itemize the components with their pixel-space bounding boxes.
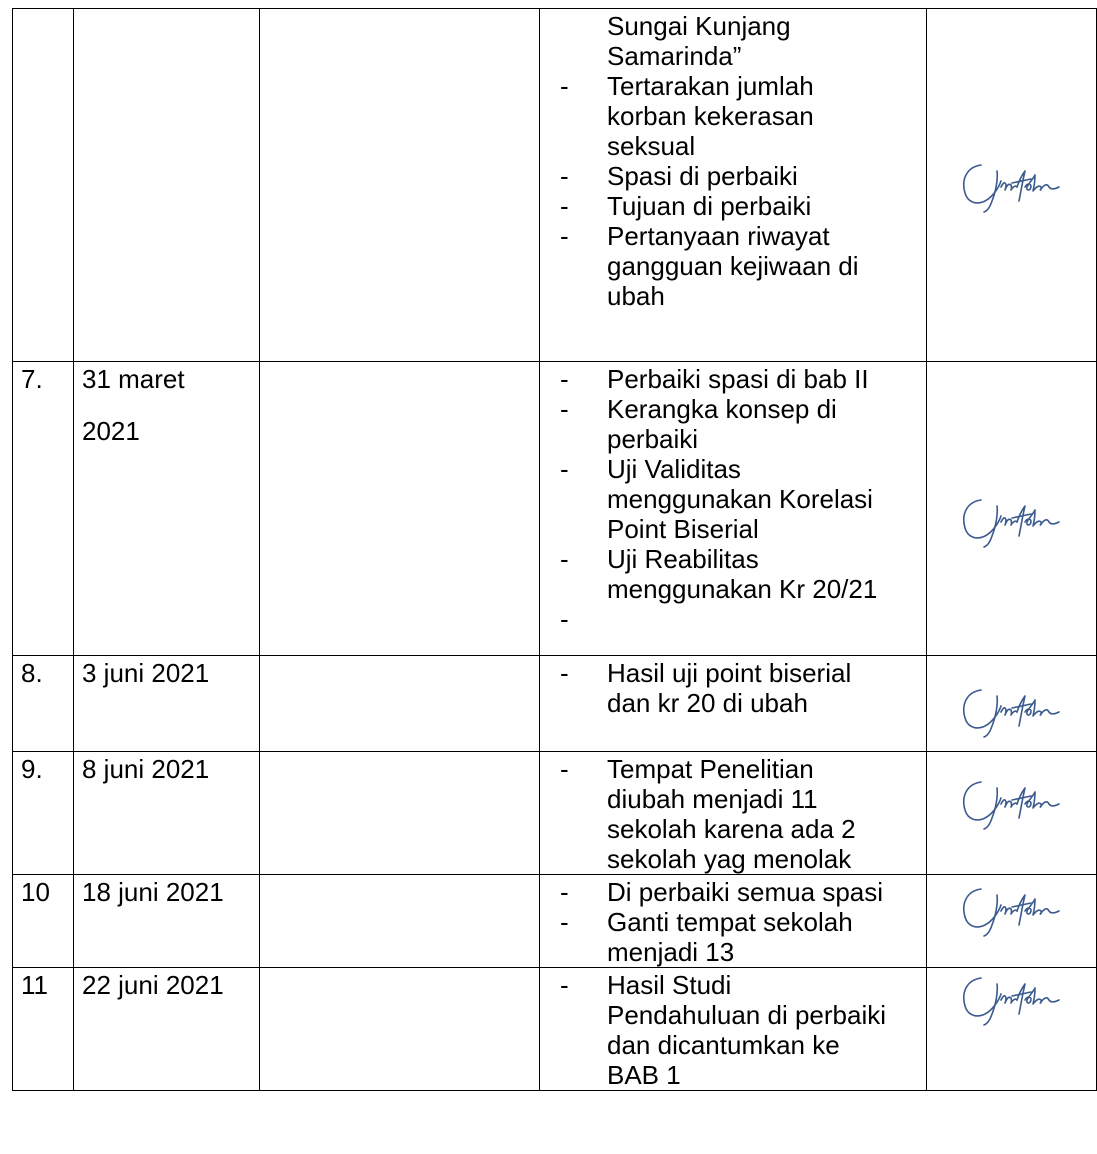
dash-bullet: - [560,221,569,251]
dash-bullet: - [560,907,569,937]
note-item [540,191,926,221]
note-line: menjadi 13 [607,937,735,967]
row-number-cell [13,752,74,875]
handwritten-signature [959,682,1071,740]
topic-text [260,656,539,658]
dash-bullet: - [560,544,569,574]
handwritten-signature [959,492,1071,550]
topic-cell [260,875,540,968]
note-item [540,221,926,311]
note-item [540,71,926,161]
handwritten-signature [959,881,1071,939]
note-line: Pertanyaan riwayat [607,221,830,251]
dash-bullet: - [560,71,569,101]
note-line: sekolah yag menolak [607,844,852,874]
note-line: Uji Validitas [607,454,741,484]
date-text: 2021 [82,416,140,446]
topic-text [260,9,539,11]
notes-list [540,752,926,874]
note-item [540,454,926,544]
note-item [540,11,926,71]
note-item [540,364,926,394]
handwritten-signature [959,970,1071,1028]
row-number: 7. [21,364,43,394]
date-cell [74,9,260,362]
note-line: Perbaiki spasi di bab II [607,364,869,394]
notes-cell [540,9,927,362]
notes-cell [540,656,927,752]
dash-bullet: - [560,454,569,484]
note-item [540,604,926,634]
notes-cell [540,875,927,968]
dash-bullet: - [560,364,569,394]
note-line: perbaiki [607,424,699,454]
dash-bullet: - [560,658,569,688]
topic-cell [260,752,540,875]
note-item [540,394,926,454]
handwritten-signature [959,774,1071,832]
topic-cell [260,656,540,752]
topic-cell [260,362,540,656]
dash-bullet: - [560,394,569,424]
dash-bullet: - [560,754,569,784]
note-line: menggunakan Korelasi [607,484,873,514]
table-row [13,9,1097,362]
signature-cell [927,875,1097,968]
row-number-cell [13,9,74,362]
note-line: Spasi di perbaiki [607,161,798,191]
note-item [540,658,926,718]
date-cell [74,968,260,1091]
topic-text [260,362,539,364]
notes-list [540,875,926,967]
date-cell [74,362,260,656]
signature-cell [927,9,1097,362]
note-item [540,907,926,967]
note-line: Tujuan di perbaiki [607,191,812,221]
table-body [13,9,1097,1091]
signature-cell [927,968,1097,1091]
date-text: 8 juni 2021 [82,754,210,784]
note-line: Point Biserial [607,514,759,544]
topic-text [260,968,539,970]
row-number-cell [13,656,74,752]
dash-bullet: - [560,191,569,221]
table-row [13,656,1097,752]
note-line: Tempat Penelitian [607,754,814,784]
row-number: 8. [21,658,43,688]
row-number-cell [13,968,74,1091]
topic-cell [260,9,540,362]
note-line: gangguan kejiwaan di [607,251,859,281]
note-line: diubah menjadi 11 [607,784,818,814]
topic-cell [260,968,540,1091]
note-line: Samarinda” [607,41,742,71]
date-cell [74,656,260,752]
note-line: dan kr 20 di ubah [607,688,808,718]
notes-list [540,9,926,311]
note-line: sekolah karena ada 2 [607,814,856,844]
note-line: seksual [607,131,696,161]
note-item [540,754,926,874]
dash-bullet: - [560,161,569,191]
date-text: 31 maret [82,364,185,394]
date-cell [74,875,260,968]
notes-list [540,656,926,718]
row-number [13,9,73,11]
note-line: Kerangka konsep di [607,394,837,424]
table-row [13,362,1097,656]
note-line: Ganti tempat sekolah [607,907,853,937]
signature-cell [927,656,1097,752]
notes-cell [540,752,927,875]
notes-cell [540,362,927,656]
note-line: menggunakan Kr 20/21 [607,574,878,604]
note-line: Pendahuluan di perbaiki [607,1000,886,1030]
dash-bullet: - [560,970,569,1000]
note-item [540,161,926,191]
signature-cell [927,362,1097,656]
signature-cell [927,752,1097,875]
table-row [13,752,1097,875]
row-number: 9. [21,754,43,784]
table-row [13,875,1097,968]
note-line: ubah [607,281,665,311]
topic-text [260,875,539,877]
date-text: 22 juni 2021 [82,970,224,1000]
note-line: Uji Reabilitas [607,544,759,574]
row-number-cell [13,362,74,656]
dash-bullet: - [560,604,569,634]
topic-text [260,752,539,754]
note-item [540,970,926,1090]
note-line: Hasil Studi [607,970,732,1000]
note-line: dan dicantumkan ke [607,1030,840,1060]
date-text: 18 juni 2021 [82,877,224,907]
note-line: BAB 1 [607,1060,681,1090]
note-line: Hasil uji point biserial [607,658,852,688]
note-line: korban kekerasan [607,101,814,131]
note-line: Di perbaiki semua spasi [607,877,884,907]
notes-list [540,362,926,634]
consultation-log-table [12,8,1097,1091]
date-text: 3 juni 2021 [82,658,210,688]
consultation-log-page [12,8,1096,1091]
note-line: Sungai Kunjang [607,11,791,41]
row-number: 10 [21,877,50,907]
row-number-cell [13,875,74,968]
notes-list [540,968,926,1090]
dash-bullet: - [560,877,569,907]
note-line: Tertarakan jumlah [607,71,814,101]
date-cell [74,752,260,875]
note-item [540,877,926,907]
table-row [13,968,1097,1091]
notes-cell [540,968,927,1091]
handwritten-signature [959,157,1071,215]
note-item [540,544,926,604]
row-number: 11 [21,970,48,1000]
